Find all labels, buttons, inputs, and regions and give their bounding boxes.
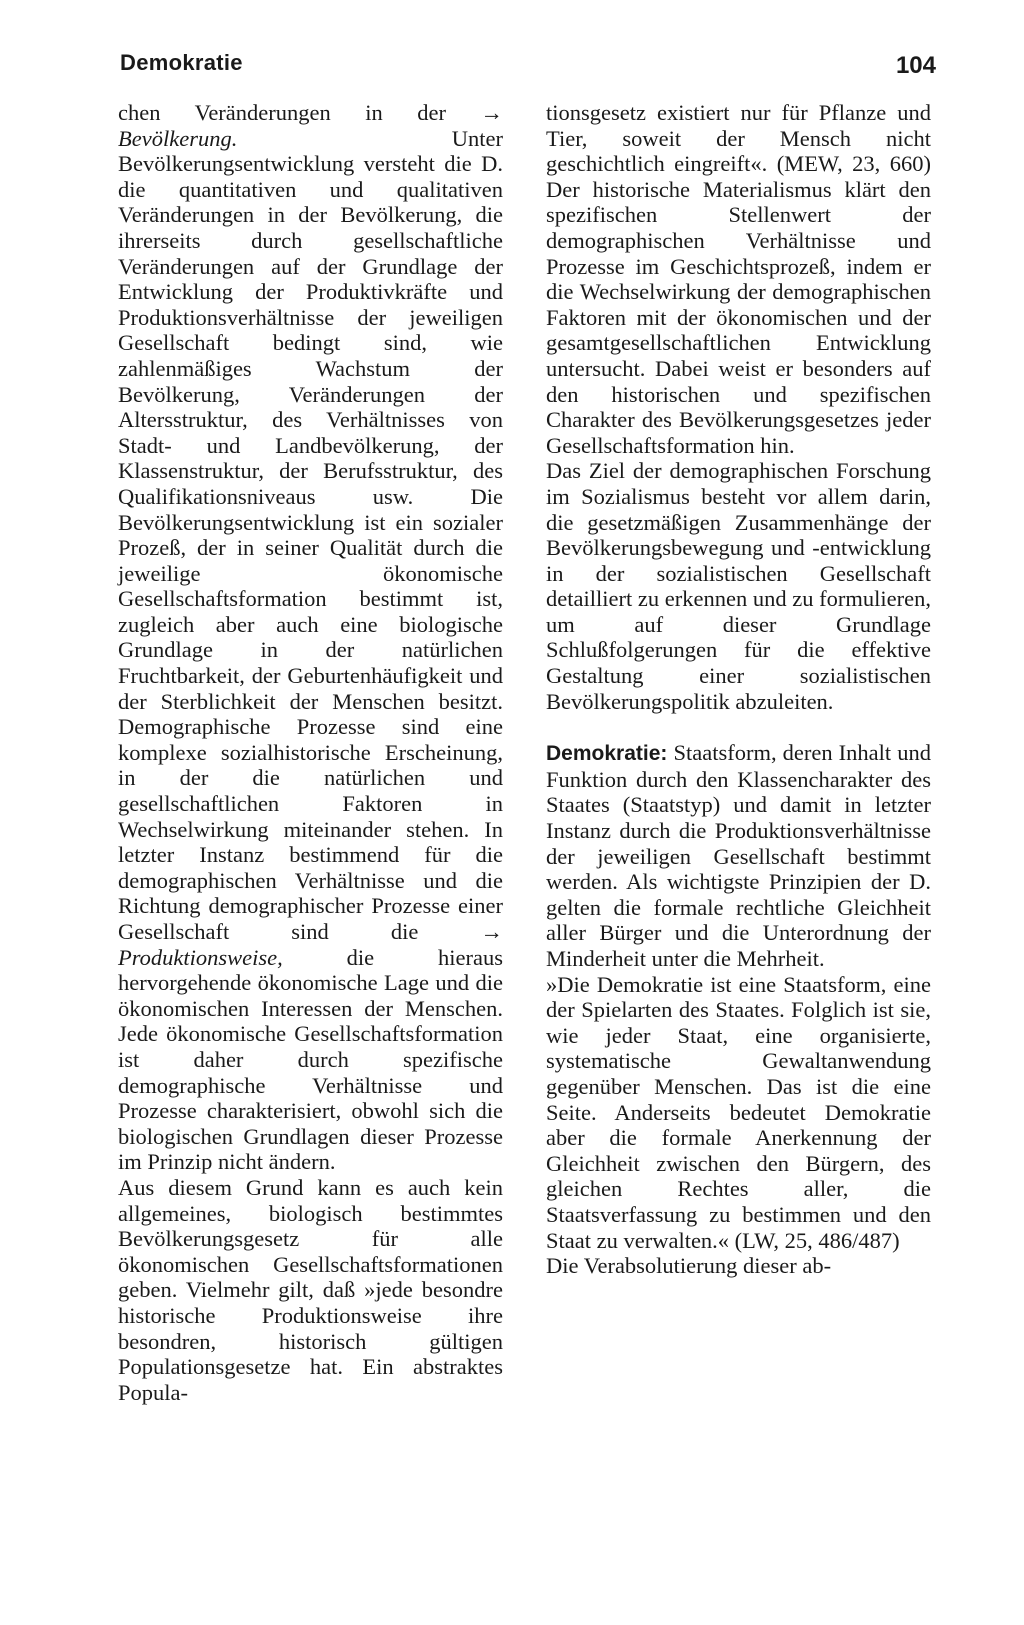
cross-reference-bevoelkerung: Bevölkerung. — [118, 125, 238, 151]
entry-term: Demokratie: — [546, 742, 668, 766]
entry-spacer — [546, 714, 931, 740]
dictionary-entry-demokratie: Demokratie: Staatsform, deren Inhalt und Funktion durch den Klassencharakter des Staates (Staatstyp) und damit in letzter Instanz durch die Produktionsverhältnisse der jeweiligen Gesellschaft bestimmt werden. Als wichtigste Prinzipien der D. gelten die formale rechtliche Gleichheit aller Bürger und die Unterordnung der Minderheit unter die Mehrheit. — [546, 740, 931, 971]
left-column — [118, 100, 503, 1405]
paragraph-lenin-quote: »Die Demokratie ist eine Staatsform, eine der Spielarten des Staates. Folglich ist sie, wie jeder Staat, eine organisierte, systematische Gewaltanwendung gegenüber Menschen. Das ist die eine Seite. Anderseits bedeutet Demokratie aber die formale Anerkennung der Gleichheit zwischen den Bürgern, des gleichen Rechtes aller, die Staatsverfassung zu bestimmen und den Staat zu verwalten.« (LW, 25, 486/487) — [546, 971, 931, 1253]
right-column — [546, 100, 931, 1279]
page-number: 104 — [895, 52, 936, 79]
running-title: Demokratie — [120, 50, 243, 75]
paragraph-population-development: chen Veränderungen in der → Bevölkerung. Unter Bevölkerungsentwicklung versteht die D. die quantitativen und qualitativen Veränderungen in der Bevölkerung, die ihrerseits durch gesellschaftliche Veränderungen auf der Grundlage der Entwicklung der Produktivkräfte und Produktionsverhältnisse der jeweiligen Gesellschaft bedingt sind, wie zahlenmäßiges Wachstum der Bevölkerung, Veränderungen der Altersstruktur, des Verhältnisses von Stadt- und Landbevölkerung, der Klassenstruktur, der Berufsstruktur, des Qualifikationsniveaus usw. Die Bevölkerungsentwicklung ist ein sozialer Prozeß, der in seiner Qualität durch die jeweilige ökonomische Gesellschaftsformation bestimmt ist, zugleich aber auch eine biologische Grundlage in der natürlichen Fruchtbarkeit, der Geburtenhäufigkeit und der Sterblichkeit der Menschen besitzt. Demographische Prozesse sind eine komplexe sozialhistorische Erscheinung, in der die natürlichen und gesellschaftlichen Faktoren in Wechselwirkung miteinander stehen. In letzter Instanz bestimmend für die demographischen Verhältnisse und die Richtung demographischer Prozesse einer Gesellschaft sind die → Produktionsweise, die hieraus hervorgehende ökonomische Lage und die ökonomischen Interessen der Menschen. Jede ökonomische Gesellschaftsformation ist daher durch spezifische demographische Verhältnisse und Prozesse charakterisiert, obwohl sich die biologischen Grundlagen dieser Prozesse im Prinzip nicht ändern. — [118, 100, 503, 1175]
paragraph-continuation: Die Verabsolutierung dieser ab- — [546, 1253, 832, 1279]
paragraph-demographic-research: Das Ziel der demographischen Forschung im Sozialismus besteht vor allem darin, die gesetzmäßigen Zusammenhänge der Bevölkerungsbewegung und -entwicklung in der sozialistischen Gesellschaft detailliert zu erkennen und zu formulieren, um auf dieser Grundlage Schlußfolgerungen für die effektive Gestaltung einer sozialistischen Bevölkerungspolitik abzuleiten. — [546, 458, 931, 714]
paragraph-historical-materialism: tionsgesetz existiert nur für Pflanze und Tier, soweit der Mensch nicht geschichtlich eingreift«. (MEW, 23, 660) Der historische Materialismus klärt den spezifischen Stellenwert der demographischen Verhältnisse und Prozesse im Geschichtsprozeß, indem er die Wechselwirkung der demographischen Faktoren mit der ökonomischen und der gesamtgesellschaftlichen Entwicklung untersucht. Dabei weist er besonders auf den historischen und spezifischen Charakter des Bevölkerungsgesetzes jeder Gesellschaftsformation hin. — [546, 100, 931, 458]
paragraph-population-law: Aus diesem Grund kann es auch kein allgemeines, biologisch bestimmtes Bevölkerungsgesetz für alle ökonomischen Gesellschaftsformationen geben. Vielmehr gilt, daß »jede besondre historische Produktionsweise ihre besondren, historisch gültigen Populationsgesetze hat. Ein abstraktes Popula- — [118, 1174, 503, 1405]
cross-reference-produktionsweise: Produktionsweise, — [118, 944, 283, 970]
